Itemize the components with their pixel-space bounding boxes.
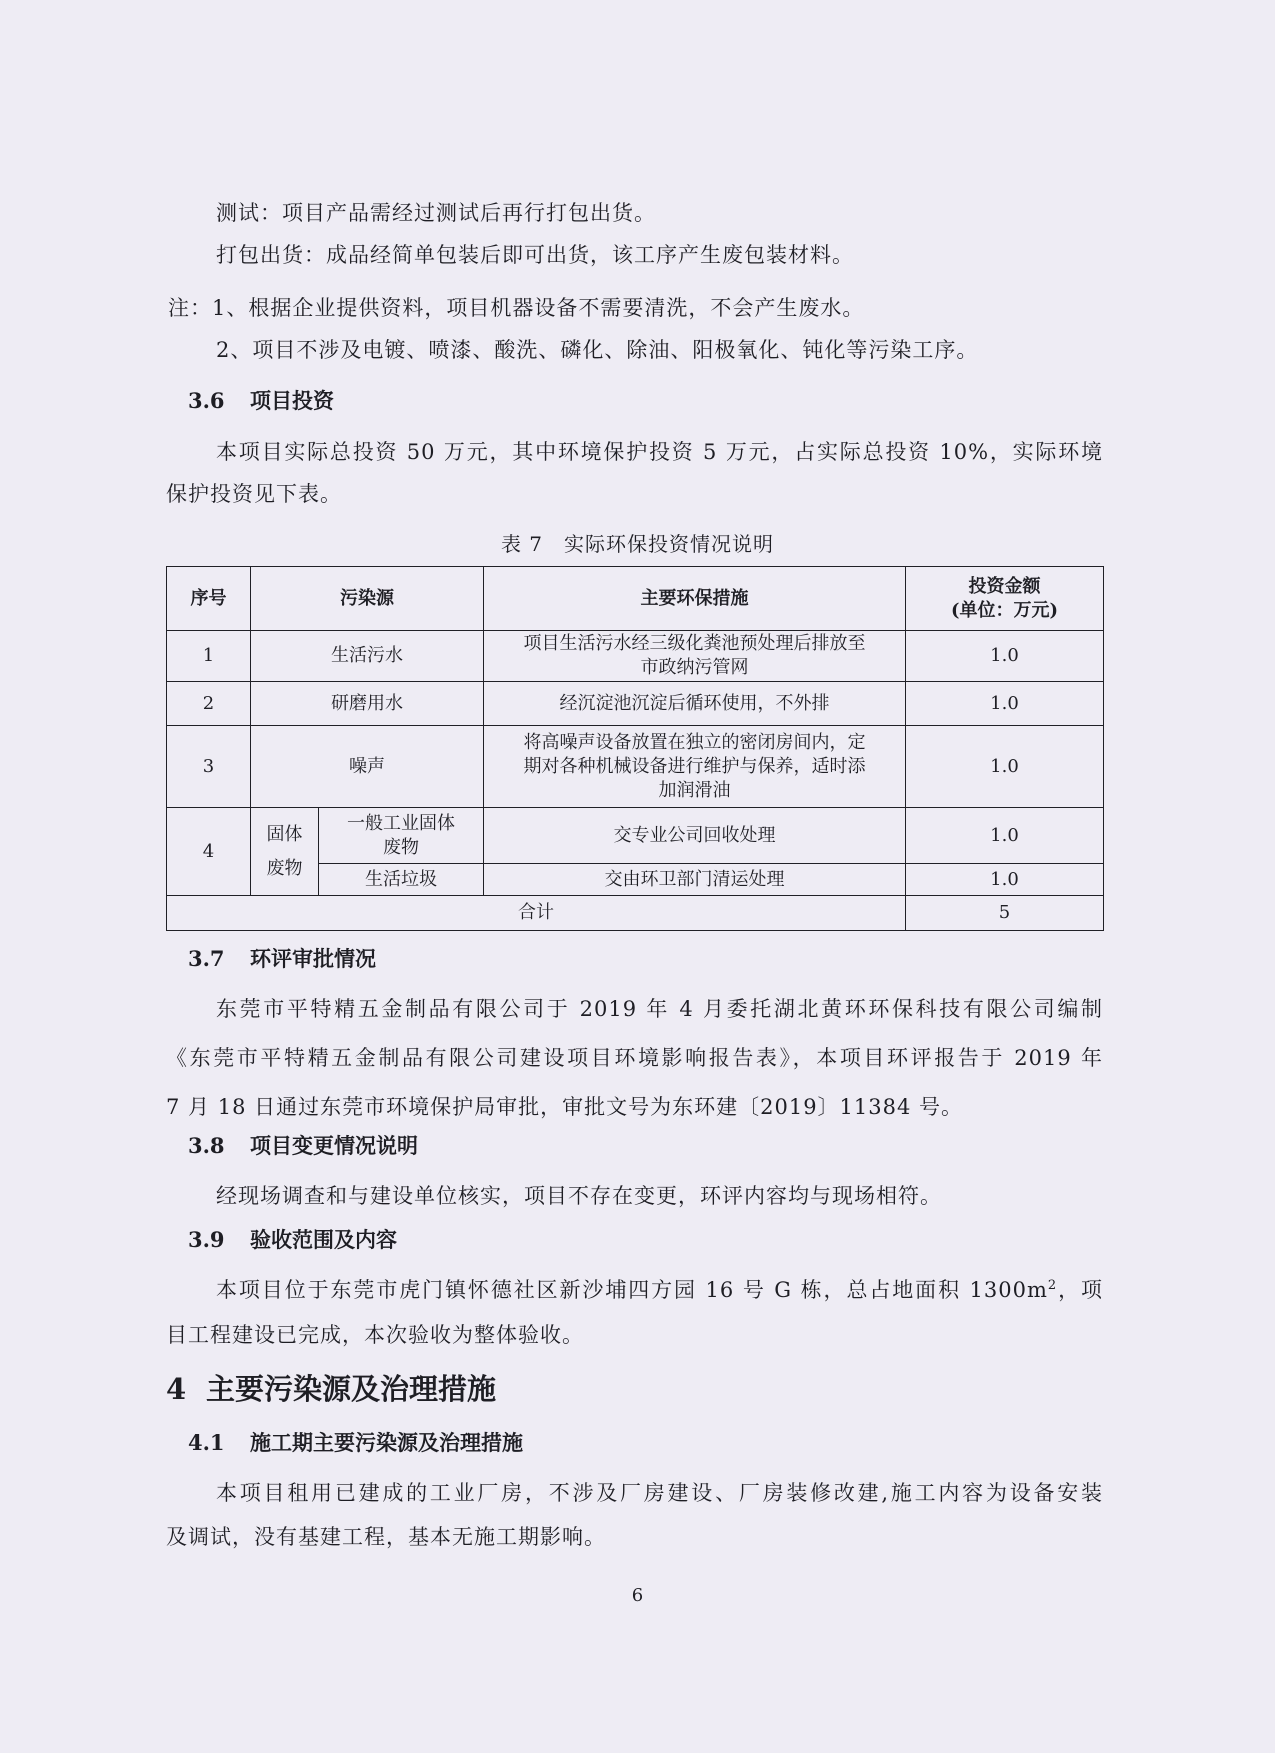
total-label: 合计	[167, 896, 906, 931]
investment-paragraph-line2: 保护投资见下表。	[166, 482, 342, 506]
approval-paragraph-line3: 7 月 18 日通过东莞市环境保护局审批，审批文号为东环建〔2019〕11384 号。	[166, 1095, 964, 1119]
section-number: 3.6	[188, 388, 225, 413]
investment-paragraph-line1: 本项目实际总投资 50 万元，其中环境保护投资 5 万元，占实际总投资 10%，实际环境	[216, 440, 1103, 464]
row-source: 研磨用水	[251, 682, 484, 726]
row-amount: 1.0	[906, 726, 1104, 808]
table-header-row	[167, 567, 1104, 631]
header-no: 序号	[167, 567, 251, 631]
row-group-label: 固体 废物	[251, 808, 319, 896]
chapter-title: 主要污染源及治理措施	[206, 1372, 497, 1406]
section-title: 验收范围及内容	[250, 1227, 397, 1252]
section-title: 环评审批情况	[250, 946, 376, 971]
header-measure: 主要环保措施	[484, 567, 906, 631]
chapter-4-heading	[166, 1370, 496, 1408]
row-measure: 交专业公司回收处理	[484, 808, 906, 864]
header-source: 污染源	[251, 567, 484, 631]
section-3-8-heading	[188, 1131, 418, 1161]
scope-paragraph-line2: 目工程建设已完成，本次验收为整体验收。	[166, 1323, 584, 1347]
row-subsource: 一般工业固体 废物	[319, 808, 484, 864]
construction-paragraph-line1: 本项目租用已建成的工业厂房，不涉及厂房建设、厂房装修改建,施工内容为设备安装	[216, 1481, 1103, 1505]
table-row	[167, 726, 1104, 808]
section-title: 项目投资	[250, 388, 334, 413]
section-3-6-heading	[188, 386, 334, 416]
row-no: 2	[167, 682, 251, 726]
note-2: 2、项目不涉及电镀、喷漆、酸洗、磷化、除油、阳极氧化、钝化等污染工序。	[216, 338, 979, 362]
row-no: 1	[167, 631, 251, 682]
investment-table	[166, 566, 1104, 931]
section-3-7-heading	[188, 944, 376, 974]
table-row	[167, 631, 1104, 682]
table-caption: 表 7 实际环保投资情况说明	[500, 532, 775, 556]
section-title: 项目变更情况说明	[250, 1133, 418, 1158]
row-amount: 1.0	[906, 808, 1104, 864]
row-no: 3	[167, 726, 251, 808]
table-row	[167, 682, 1104, 726]
section-4-1-heading	[188, 1428, 523, 1458]
table-total-row	[167, 896, 1104, 931]
section-number: 3.7	[188, 946, 225, 971]
row-measure: 经沉淀池沉淀后循环使用，不外排	[484, 682, 906, 726]
row-measure: 交由环卫部门清运处理	[484, 864, 906, 896]
total-value: 5	[906, 896, 1104, 931]
approval-paragraph-line1: 东莞市平特精五金制品有限公司于 2019 年 4 月委托湖北黄环环保科技有限公司编制	[216, 997, 1103, 1021]
row-measure: 项目生活污水经三级化粪池预处理后排放至 市政纳污管网	[484, 631, 906, 682]
chapter-number: 4	[166, 1372, 187, 1406]
row-source: 噪声	[251, 726, 484, 808]
row-no: 4	[167, 808, 251, 896]
section-number: 4.1	[188, 1430, 225, 1455]
note-1: 注：1、根据企业提供资料，项目机器设备不需要清洗，不会产生废水。	[168, 296, 865, 320]
scope-paragraph-line1: 本项目位于东莞市虎门镇怀德社区新沙埔四方园 16 号 G 栋，总占地面积 $1300m^2$，项	[216, 1278, 1104, 1302]
construction-paragraph-line2: 及调试，没有基建工程，基本无施工期影响。	[166, 1525, 606, 1549]
row-amount: 1.0	[906, 864, 1104, 896]
section-number: 3.8	[188, 1133, 225, 1158]
section-title: 施工期主要污染源及治理措施	[250, 1430, 523, 1455]
header-amount: 投资金额 (单位：万元)	[906, 567, 1104, 631]
pack-step-line: 打包出货：成品经简单包装后即可出货，该工序产生废包装材料。	[216, 243, 854, 267]
page-number: 6	[631, 1585, 644, 1606]
section-3-9-heading	[188, 1225, 397, 1255]
row-subsource: 生活垃圾	[319, 864, 484, 896]
section-number: 3.9	[188, 1227, 225, 1252]
row-measure: 将高噪声设备放置在独立的密闭房间内，定 期对各种机械设备进行维护与保养，适时添 加润滑油	[484, 726, 906, 808]
row-source: 生活污水	[251, 631, 484, 682]
row-amount: 1.0	[906, 631, 1104, 682]
table-row	[167, 808, 1104, 864]
approval-paragraph-line2: 《东莞市平特精五金制品有限公司建设项目环境影响报告表》，本项目环评报告于 2019 年	[166, 1046, 1103, 1070]
row-amount: 1.0	[906, 682, 1104, 726]
change-paragraph: 经现场调查和与建设单位核实，项目不存在变更，环评内容均与现场相符。	[216, 1184, 942, 1208]
test-step-line: 测试：项目产品需经过测试后再行打包出货。	[216, 201, 656, 225]
